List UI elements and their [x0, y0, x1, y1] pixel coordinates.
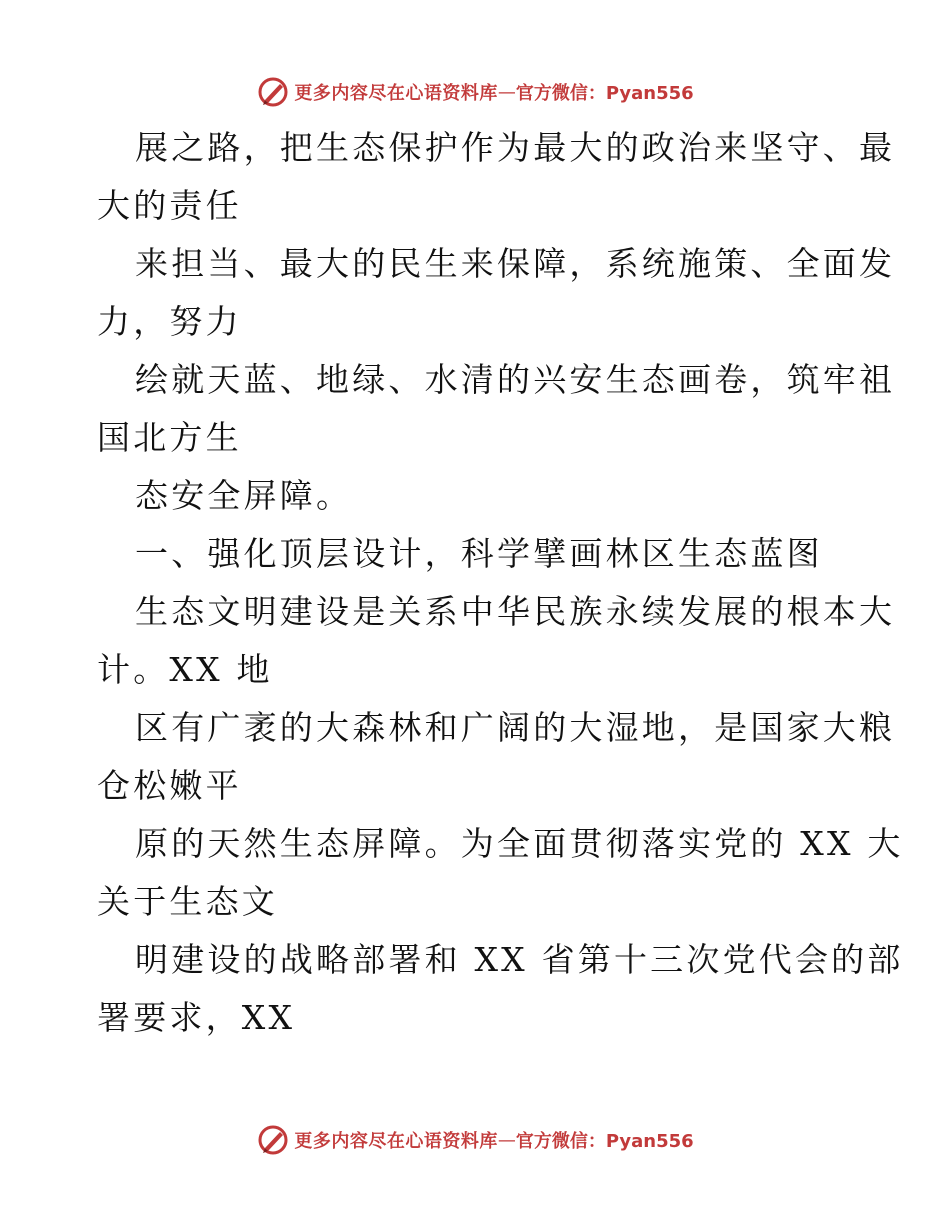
text-line: 计。XX 地 [97, 650, 273, 689]
watermark-contact: 官方微信：Pyan556 [515, 83, 694, 104]
text-line: 力，努力 [97, 302, 242, 341]
text-line: 态安全屏障。 [135, 476, 353, 515]
text-line: 区有广袤的大森林和广阔的大湿地，是国家大粮 [135, 708, 896, 747]
section-heading: 一、强化顶层设计，科学擘画林区生态蓝图 [135, 534, 823, 573]
bottom-watermark-banner [0, 1120, 950, 1160]
text-line: 国北方生 [97, 418, 242, 457]
text-line: 来担当、最大的民生来保障，系统施策、全面发 [135, 244, 896, 283]
text-line: 原的天然生态屏障。为全面贯彻落实党的 XX 大 [135, 824, 904, 863]
text-line: 明建设的战略部署和 XX 省第十三次党代会的部 [135, 940, 904, 979]
text-line: 绘就天蓝、地绿、水清的兴安生态画卷，筑牢祖 [135, 360, 896, 399]
watermark-separator: — [497, 81, 516, 103]
text-line: 仓松嫩平 [97, 766, 242, 805]
watermark-separator: — [497, 1129, 516, 1151]
pen-logo-icon [256, 75, 290, 109]
pen-logo-icon [256, 1123, 290, 1157]
text-line: 关于生态文 [97, 882, 278, 921]
watermark-contact: 官方微信：Pyan556 [515, 1131, 694, 1152]
text-line: 大的责任 [97, 186, 242, 225]
text-line: 展之路，把生态保护作为最大的政治来坚守、最 [135, 128, 896, 167]
top-watermark-banner [0, 72, 950, 112]
watermark-brand: 更多内容尽在心语资料库 [294, 83, 498, 104]
text-line: 生态文明建设是关系中华民族永续发展的根本大 [135, 592, 896, 631]
watermark-brand: 更多内容尽在心语资料库 [294, 1131, 498, 1152]
text-line: 署要求，XX [97, 998, 296, 1037]
